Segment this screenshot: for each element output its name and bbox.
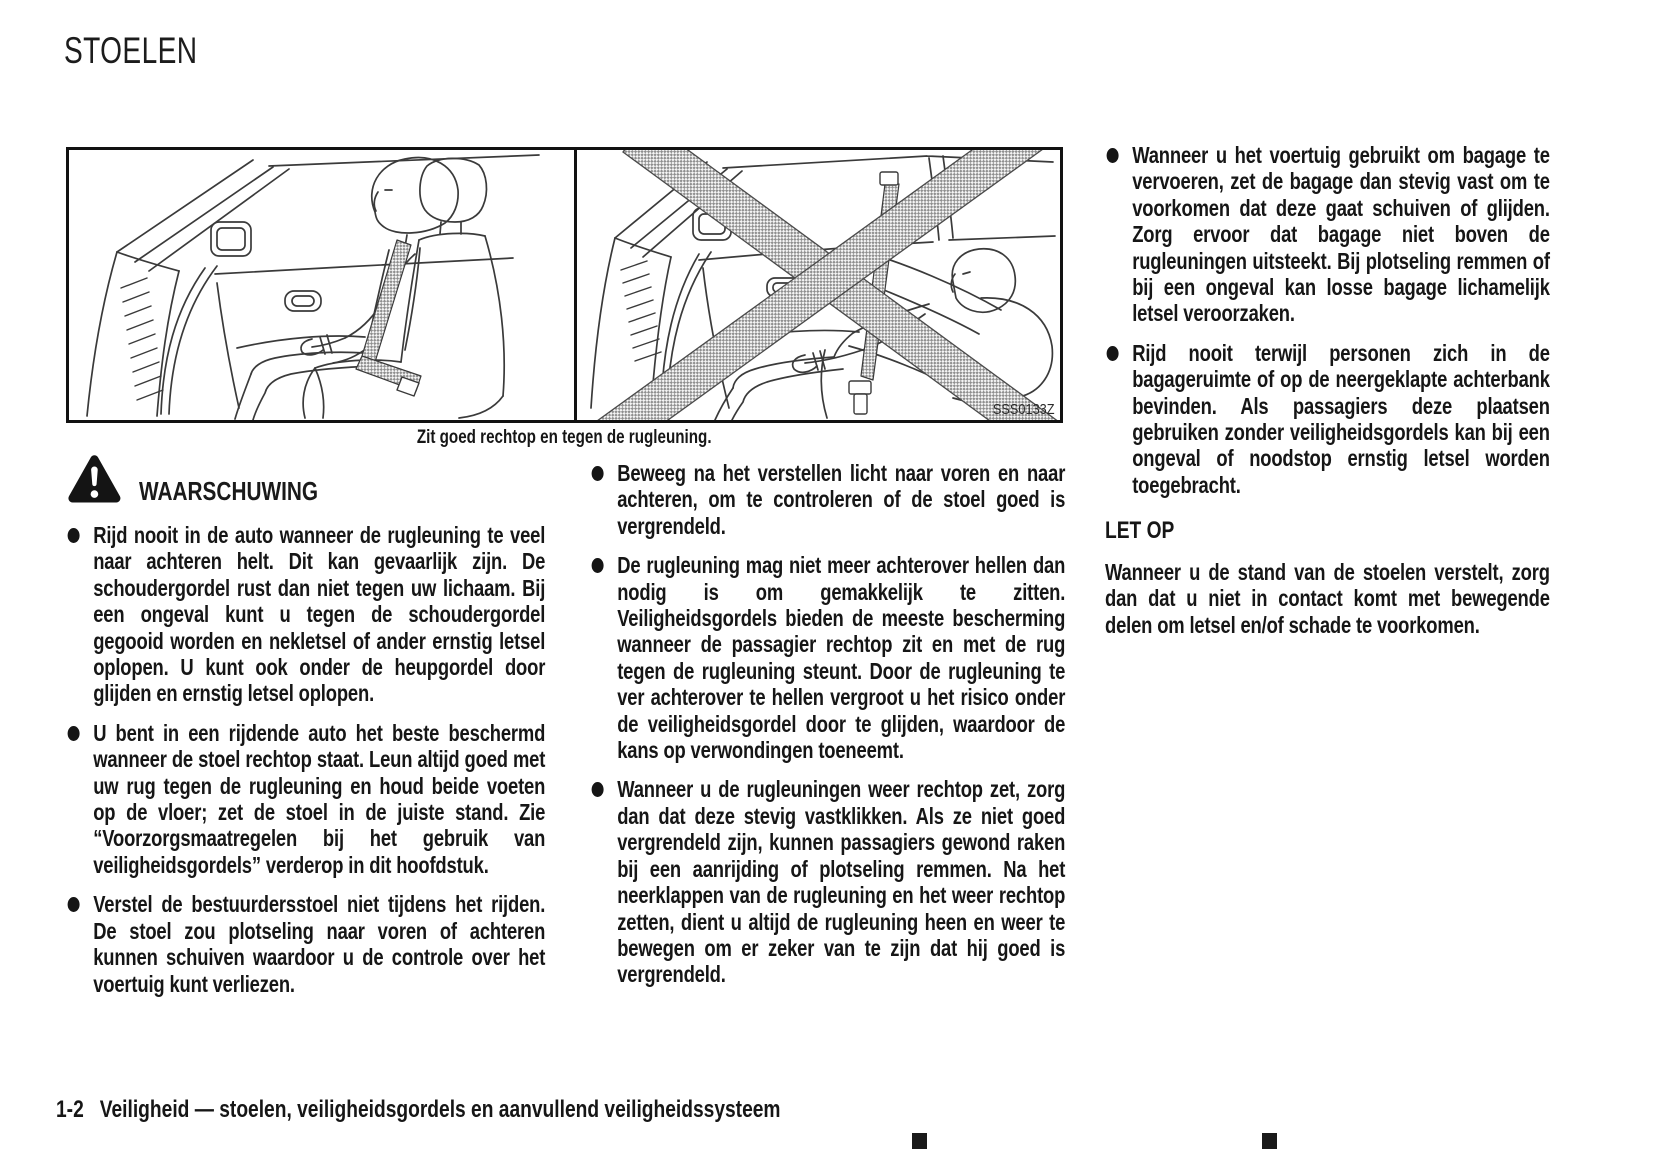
figure-caption (66, 427, 1063, 449)
warning-bullet (66, 891, 545, 997)
bullet-text: Wanneer u de rugleuningen weer rechtop zet, zorg dan dat deze stevig vastklikken. Als ze niet goed vergrendeld zijn, kunnen passagiers gewond raken bij een aanrijding of plotseling remmen. Na het neerklappen van de rugleuning en het weer rechtop zetten, dient u altijd de rugleuning heen en weer te bewegen om er zeker van te zijn dat hij goed is vergrendeld. (617, 776, 1066, 988)
bullet-text: Verstel de bestuurdersstoel niet tijdens het rijden. De stoel zou plotseling naar voren of achteren kunnen schuiven waardoor u de controle over het voertuig kunt verliezen. (93, 891, 546, 997)
figure-code: SSS0133Z (993, 401, 1055, 418)
print-registration-mark (912, 1133, 927, 1149)
warning-heading: WAARSCHUWING (139, 476, 319, 506)
warning-bullet (590, 776, 1065, 987)
bullet-text: Rijd nooit terwijl personen zich in de bagageruimte of op de neergeklapte achterbank bevinden. Als passagiers deze plaatsen gebruiken zonder veiligheidsgordels kan bij een ongeval of noodstop ernstig letsel worden toegebracht. (1132, 339, 1550, 498)
figure-caption-text: Zit goed rechtop en tegen de rugleuning. (417, 427, 712, 448)
warning-bullet (1105, 340, 1550, 498)
footer-page-number: 1-2 (56, 1096, 84, 1123)
bullet-icon (68, 897, 80, 912)
page-title: STOELEN (64, 30, 198, 71)
bullet-text: Rijd nooit in de auto wanneer de rugleuning te veel naar achteren helt. Dit kan gevaarlijk zijn. De schoudergordel rust dan niet tegen uw lichaam. Bij een ongeval kunt u tegen de schoudergordel gegooid worden en nekletsel of ander ernstig letsel oplopen. U kunt ook onder de heupgordel door glijden en ernstig letsel oplopen. (93, 522, 546, 707)
warning-bullet-list-1 (66, 522, 545, 997)
warning-bullet-list-3 (1105, 142, 1550, 498)
bullet-text: De rugleuning mag niet meer achterover hellen dan nodig is om gemakkelijk te zitten. Veiligheidsgordels bieden de meeste bescherming wanneer de passagier rechtop zit en met de rug tegen de rugleuning steunt. Door de rugleuning te ver achterover te hellen vergroot u het risico onder de veiligheidsgordel door te glijden, waardoor de kans op verwondingen toeneemt. (617, 552, 1066, 764)
bullet-icon (592, 782, 604, 797)
bullet-icon (1107, 148, 1119, 163)
warning-triangle-icon (66, 454, 122, 504)
bullet-text: Wanneer u het voertuig gebruikt om bagage te vervoeren, zet de bagage dan stevig vast om te voorkomen dat deze gaat schuiven of glijden. Zorg ervoor dat bagage niet boven de rugleuningen uitsteekt. Bij plotseling remmen of bij een ongeval kan losse bagage lichamelijk letsel veroorzaken. (1132, 142, 1550, 327)
warning-bullet (66, 522, 545, 707)
note-text: Wanneer u de stand van de stoelen verstelt, zorg dan dat u niet in contact komt met bewegende delen om letsel en/of schade te voorkomen. (1105, 558, 1550, 638)
note-heading: LET OP (1105, 517, 1175, 545)
figure-panel-incorrect (577, 150, 1060, 420)
warning-column-3 (1105, 142, 1550, 638)
footer-section-title: Veiligheid — stoelen, veiligheidsgordels en aanvullend veiligheidssysteem (99, 1096, 781, 1123)
warning-column-2 (590, 460, 1065, 1001)
bullet-icon (1107, 346, 1119, 361)
page-footer (56, 1096, 1016, 1124)
seat-upright-illustration (69, 150, 574, 420)
bullet-text: U bent in een rijdende auto het beste beschermd wanneer de stoel rechtop staat. Leun altijd goed met uw rug tegen de rugleuning en houd beide voeten op de vloer; zet de stoel in de juiste stand. Zie “Voorzorgsmaatregelen bij het gebruik van veiligheidsgordels” verderop in dit hoofdstuk. (93, 719, 546, 878)
warning-bullet (1105, 142, 1550, 327)
bullet-text: Beweeg na het verstellen licht naar voren en naar achteren, om te controleren of de stoel goed is vergrendeld. (617, 460, 1066, 539)
print-registration-mark (1262, 1133, 1277, 1149)
seat-reclined-crossed-illustration (577, 150, 1060, 420)
warning-bullet (590, 552, 1065, 763)
seat-illustration-figure (66, 147, 1063, 423)
figure-panel-correct (69, 150, 574, 420)
warning-bullet (66, 720, 545, 878)
warning-header (66, 454, 363, 504)
bullet-icon (592, 558, 604, 573)
bullet-icon (68, 528, 80, 543)
bullet-icon (592, 466, 604, 481)
warning-column-1 (66, 522, 545, 1010)
warning-bullet (590, 460, 1065, 539)
warning-bullet-list-2 (590, 460, 1065, 988)
bullet-icon (68, 726, 80, 741)
